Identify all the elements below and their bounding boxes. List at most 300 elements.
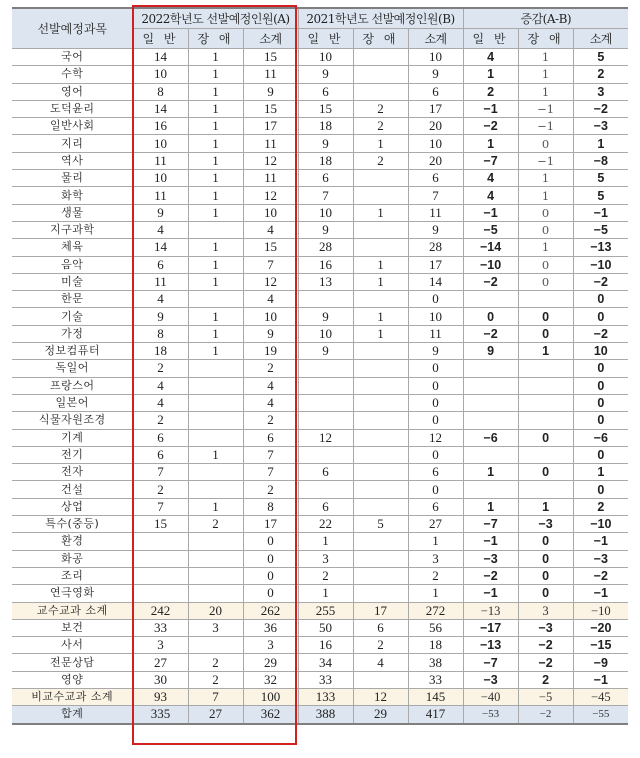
2021-disabled-cell: 2 [353,118,408,135]
diff-subtotal-cell: −10 [573,602,628,619]
2021-general-cell [298,446,353,463]
2021-subtotal-cell: 6 [408,170,463,187]
diff-general-cell: 0 [463,308,518,325]
2021-subtotal-cell: 6 [408,464,463,481]
subject-cell: 한문 [12,291,133,308]
diff-disabled-cell [518,412,573,429]
diff-disabled-cell: 0 [518,550,573,567]
diff-disabled-cell: 0 [518,567,573,584]
2022-disabled-cell: 1 [188,239,243,256]
2021-general-cell: 28 [298,239,353,256]
2022-subtotal-cell: 4 [243,377,298,394]
2022-disabled-cell: 1 [188,256,243,273]
subject-cell: 기계 [12,429,133,446]
2021-subtotal-cell: 6 [408,83,463,100]
subject-cell: 일반사회 [12,118,133,135]
2022-general-cell: 11 [133,152,188,169]
subject-cell: 체육 [12,239,133,256]
2022-general-cell: 3 [133,637,188,654]
2022-disabled-cell [188,464,243,481]
2022-subtotal-cell: 15 [243,49,298,66]
table-row [12,343,628,360]
diff-subtotal-cell: −13 [573,239,628,256]
subject-cell: 일본어 [12,394,133,411]
2022-disabled-cell: 2 [188,654,243,671]
2021-subtotal-cell: 145 [408,688,463,705]
2021-general-cell: 18 [298,118,353,135]
2022-subtotal-cell: 0 [243,567,298,584]
table-row [12,446,628,463]
2022-disabled-cell [188,394,243,411]
2021-disabled-cell: 12 [353,688,408,705]
2021-disabled-cell [353,498,408,515]
diff-general-cell: 4 [463,49,518,66]
2021-subtotal-cell: 38 [408,654,463,671]
2021-subtotal-cell: 0 [408,360,463,377]
diff-subtotal-cell: 2 [573,498,628,515]
2022-disabled-cell: 1 [188,118,243,135]
subject-cell: 독일어 [12,360,133,377]
2022-disabled-cell: 2 [188,516,243,533]
diff-disabled-cell: −1 [518,118,573,135]
diff-general-cell [463,360,518,377]
table-row [12,325,628,342]
diff-general-cell: −2 [463,118,518,135]
2021-disabled-cell: 1 [353,308,408,325]
2022-disabled-cell [188,637,243,654]
diff-subtotal-cell: −1 [573,533,628,550]
2021-subtotal-cell: 7 [408,187,463,204]
2021-subtotal-cell: 28 [408,239,463,256]
diff-subtotal-cell: 0 [573,446,628,463]
diff-subtotal-cell: −15 [573,637,628,654]
2021-general-cell [298,481,353,498]
2022-general-cell: 14 [133,239,188,256]
2022-disabled-cell: 1 [188,49,243,66]
2022-subtotal-cell: 4 [243,394,298,411]
2021-general-cell: 9 [298,308,353,325]
group-header-diff: 증감(A-B) [463,8,628,29]
diff-disabled-cell: 0 [518,204,573,221]
2022-subtotal-cell: 262 [243,602,298,619]
subject-cell: 교수교과 소계 [12,602,133,619]
subject-cell: 보건 [12,619,133,636]
2022-disabled-cell [188,533,243,550]
group-header-2022: 2022학년도 선발예정인원(A) [133,8,298,29]
2022-general-cell: 33 [133,619,188,636]
2021-disabled-cell [353,377,408,394]
diff-subtotal-cell: 0 [573,377,628,394]
diff-subtotal-cell: 1 [573,135,628,152]
diff-disabled-cell [518,291,573,308]
table-row [12,221,628,238]
2021-general-cell [298,291,353,308]
diff-subtotal-cell: −1 [573,585,628,602]
2021-subtotal-cell: 0 [408,446,463,463]
diff-disabled-cell: −1 [518,100,573,117]
table-row [12,567,628,584]
2021-subtotal-cell: 0 [408,377,463,394]
2022-subtotal-cell: 3 [243,637,298,654]
diff-general-cell: −3 [463,671,518,688]
2022-general-cell: 6 [133,256,188,273]
diff-disabled-cell: −1 [518,152,573,169]
2022-general-cell: 11 [133,187,188,204]
2021-disabled-cell [353,464,408,481]
2021-general-cell: 10 [298,204,353,221]
subject-cell: 음악 [12,256,133,273]
2021-subtotal-cell: 14 [408,273,463,290]
2022-general-cell: 30 [133,671,188,688]
table-row [12,377,628,394]
diff-general-cell: 1 [463,464,518,481]
diff-general-cell: −40 [463,688,518,705]
table-row [12,170,628,187]
diff-disabled-cell: 1 [518,66,573,83]
2022-disabled-cell: 1 [188,135,243,152]
2021-disabled-cell: 6 [353,619,408,636]
diff-disabled-header: 장 애 [518,29,573,49]
2022-subtotal-cell: 15 [243,100,298,117]
subject-cell: 사서 [12,637,133,654]
2022-general-cell: 9 [133,204,188,221]
2021-general-cell: 34 [298,654,353,671]
2021-general-cell [298,412,353,429]
2021-subtotal-cell: 0 [408,394,463,411]
table-row [12,83,628,100]
2021-subtotal-cell: 0 [408,481,463,498]
diff-general-cell: −7 [463,654,518,671]
diff-general-cell: −14 [463,239,518,256]
diff-disabled-cell: 0 [518,533,573,550]
2022-subtotal-cell: 7 [243,446,298,463]
2022-subtotal-cell: 100 [243,688,298,705]
2021-disabled-cell [353,550,408,567]
2022-subtotal-cell: 32 [243,671,298,688]
table-row [12,239,628,256]
subject-cell: 조리 [12,567,133,584]
diff-general-cell: −17 [463,619,518,636]
2021-general-cell [298,360,353,377]
2021-subtotal-cell: 27 [408,516,463,533]
diff-subtotal-cell: −2 [573,325,628,342]
table-body [12,49,628,724]
diff-subtotal-cell: 0 [573,360,628,377]
diff-disabled-cell [518,481,573,498]
2021-general-cell: 50 [298,619,353,636]
diff-general-header: 일 반 [463,29,518,49]
table-row [12,550,628,567]
subject-cell: 국어 [12,49,133,66]
2022-subtotal-cell: 11 [243,135,298,152]
2022-subtotal-cell: 36 [243,619,298,636]
2022-general-cell: 7 [133,464,188,481]
2022-disabled-cell [188,567,243,584]
2021-general-cell: 9 [298,66,353,83]
diff-subtotal-header: 소계 [573,29,628,49]
table-header [12,8,628,49]
subject-cell: 지리 [12,135,133,152]
subject-cell: 상업 [12,498,133,515]
subject-cell: 비교수교과 소계 [12,688,133,705]
diff-subtotal-cell: 0 [573,308,628,325]
a-disabled-header: 장 애 [188,29,243,49]
table-row [12,291,628,308]
diff-general-cell [463,291,518,308]
2021-general-cell: 6 [298,83,353,100]
recruitment-table-container [12,7,628,725]
table-row [12,100,628,117]
diff-subtotal-cell: 0 [573,481,628,498]
2022-subtotal-cell: 2 [243,360,298,377]
table-row [12,671,628,688]
2021-subtotal-cell: 272 [408,602,463,619]
2021-general-cell: 9 [298,221,353,238]
2022-general-cell: 18 [133,343,188,360]
2022-general-cell: 15 [133,516,188,533]
2022-disabled-cell [188,360,243,377]
diff-disabled-cell: 0 [518,135,573,152]
table-row [12,533,628,550]
2021-general-cell: 12 [298,429,353,446]
2022-disabled-cell [188,412,243,429]
2021-disabled-cell [353,170,408,187]
diff-subtotal-cell: −20 [573,619,628,636]
2021-general-cell: 388 [298,706,353,724]
2022-subtotal-cell: 0 [243,550,298,567]
2021-subtotal-cell: 18 [408,637,463,654]
diff-general-cell [463,377,518,394]
diff-general-cell: −5 [463,221,518,238]
2021-general-cell: 22 [298,516,353,533]
subject-cell: 화공 [12,550,133,567]
diff-general-cell: −53 [463,706,518,724]
b-subtotal-header: 소계 [408,29,463,49]
diff-general-cell: 1 [463,66,518,83]
subject-cell: 물리 [12,170,133,187]
table-row [12,654,628,671]
diff-subtotal-cell: −1 [573,204,628,221]
diff-subtotal-cell: 5 [573,170,628,187]
diff-subtotal-cell: 2 [573,66,628,83]
2021-general-cell: 133 [298,688,353,705]
2021-general-cell: 13 [298,273,353,290]
diff-disabled-cell: 0 [518,429,573,446]
2022-disabled-cell: 3 [188,619,243,636]
2022-general-cell: 2 [133,360,188,377]
2022-disabled-cell: 1 [188,187,243,204]
2022-general-cell: 4 [133,377,188,394]
table-row [12,516,628,533]
2021-general-cell: 6 [298,498,353,515]
2022-general-cell: 4 [133,394,188,411]
table-row [12,256,628,273]
2022-subtotal-cell: 6 [243,429,298,446]
diff-general-cell: −7 [463,152,518,169]
2022-general-cell: 6 [133,446,188,463]
2021-general-cell: 9 [298,343,353,360]
diff-subtotal-cell: 0 [573,394,628,411]
2022-disabled-cell [188,221,243,238]
2021-general-cell: 7 [298,187,353,204]
2022-disabled-cell: 1 [188,83,243,100]
diff-subtotal-cell: −5 [573,221,628,238]
diff-disabled-cell: 0 [518,308,573,325]
diff-disabled-cell: 0 [518,325,573,342]
subject-cell: 도덕윤리 [12,100,133,117]
2022-subtotal-cell: 12 [243,152,298,169]
diff-disabled-cell: −2 [518,637,573,654]
2022-subtotal-cell: 4 [243,221,298,238]
diff-disabled-cell: −3 [518,516,573,533]
2022-general-cell [133,585,188,602]
2022-disabled-cell: 1 [188,66,243,83]
2022-disabled-cell: 1 [188,273,243,290]
2022-subtotal-cell: 15 [243,239,298,256]
diff-disabled-cell: 0 [518,221,573,238]
2022-general-cell: 10 [133,170,188,187]
2022-subtotal-cell: 11 [243,170,298,187]
diff-general-cell: −2 [463,325,518,342]
diff-subtotal-cell: −45 [573,688,628,705]
diff-subtotal-cell: −2 [573,273,628,290]
table-row [12,498,628,515]
2021-general-cell [298,377,353,394]
subject-cell: 합계 [12,706,133,724]
2021-general-cell: 2 [298,567,353,584]
2022-subtotal-cell: 7 [243,464,298,481]
diff-subtotal-cell: 10 [573,343,628,360]
subtotal-row [12,602,628,619]
subject-cell: 환경 [12,533,133,550]
table-row [12,637,628,654]
2021-disabled-cell [353,343,408,360]
2021-disabled-cell: 2 [353,152,408,169]
2022-subtotal-cell: 29 [243,654,298,671]
2021-disabled-cell [353,187,408,204]
2021-subtotal-cell: 1 [408,533,463,550]
diff-subtotal-cell: −2 [573,100,628,117]
2022-subtotal-cell: 2 [243,412,298,429]
2021-disabled-cell [353,360,408,377]
table-row [12,152,628,169]
2021-disabled-cell [353,83,408,100]
2021-disabled-cell: 29 [353,706,408,724]
2021-general-cell: 1 [298,585,353,602]
b-general-header: 일 반 [298,29,353,49]
table-row [12,360,628,377]
diff-subtotal-cell: 3 [573,83,628,100]
2022-subtotal-cell: 4 [243,291,298,308]
2021-subtotal-cell: 20 [408,118,463,135]
2022-disabled-cell: 1 [188,446,243,463]
2022-subtotal-cell: 10 [243,204,298,221]
diff-disabled-cell: 3 [518,602,573,619]
table-row [12,273,628,290]
2022-subtotal-cell: 19 [243,343,298,360]
table-row [12,585,628,602]
subject-cell: 영어 [12,83,133,100]
table-row [12,308,628,325]
2021-disabled-cell [353,394,408,411]
2021-subtotal-cell: 17 [408,100,463,117]
diff-general-cell: −1 [463,533,518,550]
diff-general-cell: −2 [463,567,518,584]
total-row [12,706,628,724]
2022-general-cell: 9 [133,308,188,325]
2022-subtotal-cell: 8 [243,498,298,515]
diff-general-cell: −10 [463,256,518,273]
subject-cell: 생물 [12,204,133,221]
2022-general-cell: 11 [133,273,188,290]
2021-subtotal-cell: 0 [408,412,463,429]
diff-subtotal-cell: −10 [573,256,628,273]
2022-disabled-cell: 1 [188,325,243,342]
2022-disabled-cell: 1 [188,170,243,187]
subject-cell: 특수(중등) [12,516,133,533]
2022-disabled-cell [188,291,243,308]
subject-cell: 정보컴퓨터 [12,343,133,360]
2021-disabled-cell: 2 [353,100,408,117]
2021-subtotal-cell: 6 [408,498,463,515]
2021-disabled-cell: 2 [353,637,408,654]
2022-general-cell: 14 [133,100,188,117]
2021-disabled-cell [353,446,408,463]
diff-subtotal-cell: −10 [573,516,628,533]
diff-subtotal-cell: −3 [573,550,628,567]
2021-subtotal-cell: 56 [408,619,463,636]
2022-general-cell: 14 [133,49,188,66]
diff-disabled-cell: 0 [518,273,573,290]
2021-subtotal-cell: 9 [408,343,463,360]
diff-general-cell: −7 [463,516,518,533]
subject-cell: 연극영화 [12,585,133,602]
2022-disabled-cell [188,429,243,446]
diff-disabled-cell: 1 [518,83,573,100]
2022-general-cell: 7 [133,498,188,515]
diff-disabled-cell: −2 [518,706,573,724]
2021-disabled-cell [353,567,408,584]
subject-column-header: 선발예정과목 [12,8,133,49]
2021-general-cell: 18 [298,152,353,169]
2022-general-cell: 242 [133,602,188,619]
group-header-2021: 2021학년도 선발예정인원(B) [298,8,463,29]
diff-general-cell: −6 [463,429,518,446]
2022-disabled-cell: 1 [188,204,243,221]
subject-cell: 프랑스어 [12,377,133,394]
2021-subtotal-cell: 12 [408,429,463,446]
2021-disabled-cell: 17 [353,602,408,619]
diff-general-cell: −13 [463,602,518,619]
diff-subtotal-cell: −3 [573,118,628,135]
subject-cell: 식물자원조경 [12,412,133,429]
2021-disabled-cell [353,412,408,429]
diff-general-cell [463,481,518,498]
2021-disabled-cell [353,671,408,688]
2022-disabled-cell [188,550,243,567]
2021-subtotal-cell: 33 [408,671,463,688]
diff-disabled-cell: 1 [518,343,573,360]
table-row [12,135,628,152]
diff-subtotal-cell: 5 [573,187,628,204]
2022-general-cell: 6 [133,429,188,446]
table-row [12,66,628,83]
diff-general-cell: −1 [463,204,518,221]
2021-disabled-cell [353,533,408,550]
2021-disabled-cell: 4 [353,654,408,671]
2021-disabled-cell: 5 [353,516,408,533]
2022-subtotal-cell: 9 [243,83,298,100]
